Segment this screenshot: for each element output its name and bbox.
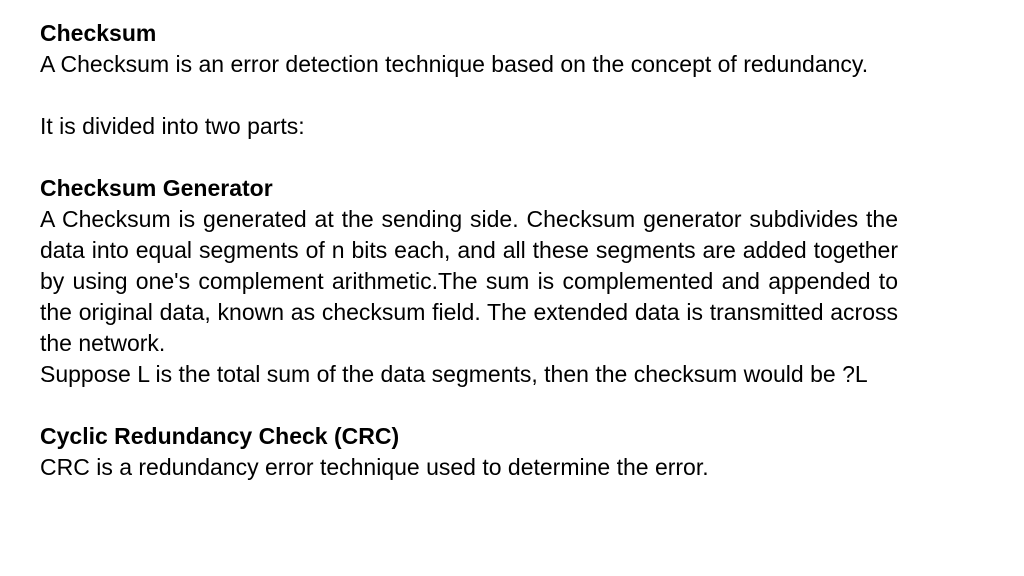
checksum-intro: A Checksum is an error detection technique based on the concept of redundancy. — [40, 51, 869, 77]
generator-heading: Checksum Generator — [40, 175, 273, 201]
spacer — [40, 390, 898, 421]
parts-line: It is divided into two parts: — [40, 113, 305, 139]
slide-content — [40, 18, 898, 483]
generator-body: A Checksum is generated at the sending side. Checksum generator subdivides the data into equal segments of n bits each, and all these segments are added together by using one's complement arithmetic.The sum is complemented and appended to the original data, known as checksum field. The extended data is transmitted across the network. — [40, 206, 898, 356]
spacer — [40, 80, 898, 111]
crc-heading: Cyclic Redundancy Check (CRC) — [40, 423, 400, 449]
crc-body: CRC is a redundancy error technique used to determine the error. — [40, 454, 709, 480]
generator-suppose: Suppose L is the total sum of the data segments, then the checksum would be ?L — [40, 361, 868, 387]
checksum-heading: Checksum — [40, 20, 157, 46]
spacer — [40, 142, 898, 173]
